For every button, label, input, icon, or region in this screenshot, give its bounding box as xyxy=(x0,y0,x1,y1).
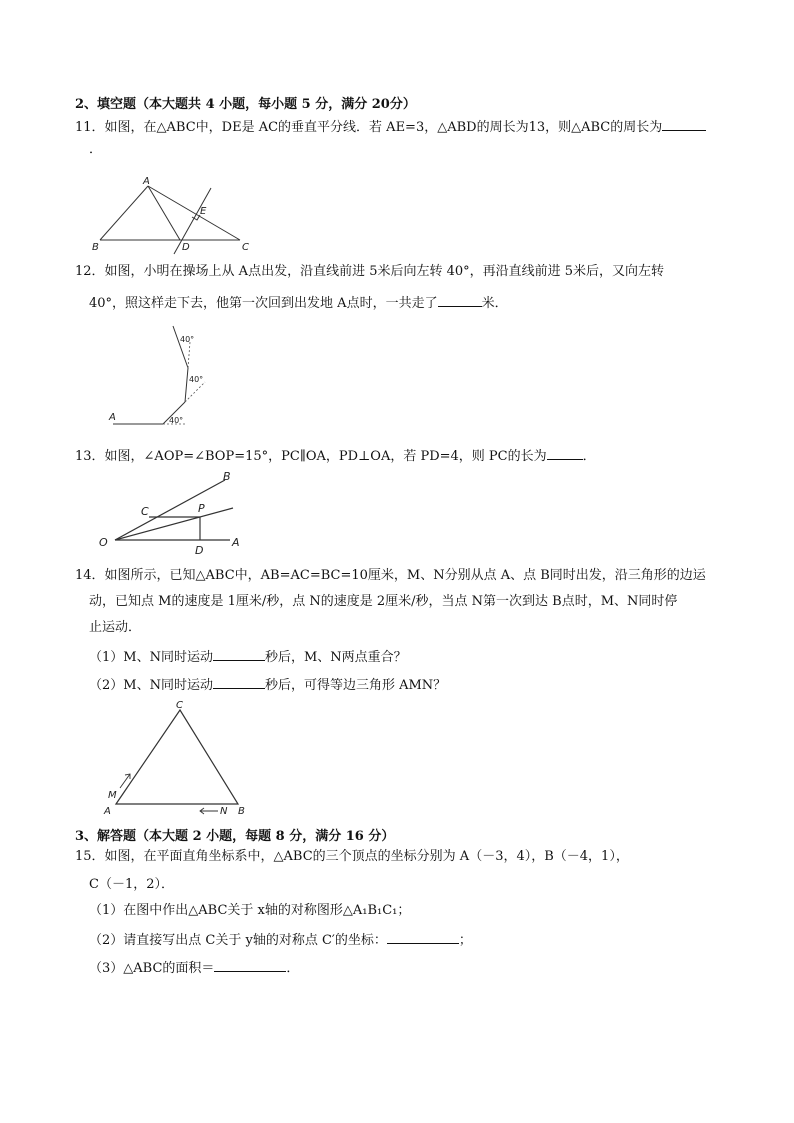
q14-sub2-text: （2）M、N同时运动 xyxy=(89,678,213,693)
q14-sub2-end: 秒后，可得等边三角形 AMN？ xyxy=(264,678,447,693)
q14-label-b: B xyxy=(238,806,245,817)
q14-sub1-text: （1）M、N同时运动 xyxy=(89,650,213,665)
q11-label-c: C xyxy=(242,242,249,253)
q11-figure xyxy=(88,174,268,256)
q11-label-e: E xyxy=(200,206,207,217)
q15-sub3-blank[interactable] xyxy=(214,957,286,972)
q14-figure xyxy=(100,700,260,822)
q12-angle-label-1: 40° xyxy=(169,416,184,425)
q12-seg-3 xyxy=(185,368,188,402)
q14-label-a: A xyxy=(104,806,111,817)
section3-heading: 3、解答题（本大题 2 小题，每题 8 分，满分 16 分） xyxy=(75,829,395,844)
q13-label-b: B xyxy=(223,470,231,483)
q13-label-d: D xyxy=(195,544,204,557)
q14-label-m: M xyxy=(108,790,117,801)
q12-line2-end: 米． xyxy=(481,296,508,311)
q11-seg-ad xyxy=(148,186,180,240)
q14-line3: 止运动． xyxy=(89,620,142,635)
q14-line1: 14．如图所示，已知△ABC中，AB=AC=BC=10厘米，M、N分别从点 A、点 B同时出发，沿三角形的边运 xyxy=(75,568,706,583)
q12-angle-label-3: 40° xyxy=(180,335,195,344)
q14-label-n: N xyxy=(220,806,228,817)
q13-answer-blank[interactable] xyxy=(547,445,583,460)
q15-line1: 15．如图，在平面直角坐标系中，△ABC的三个顶点的坐标分别为 A（－3，4），B（－4，1）， xyxy=(75,849,629,864)
q13-label-a: A xyxy=(232,536,240,549)
q15-sub1: （1）在图中作出△ABC关于 x轴的对称图形△A₁B₁C₁； xyxy=(89,903,411,918)
q11-label-a: A xyxy=(143,176,150,187)
q15-sub2-end: ； xyxy=(458,933,472,948)
q12-ext-2 xyxy=(185,382,205,402)
q12-line2-text: 40°，照这样走下去，他第一次回到出发地 A点时，一共走了 xyxy=(89,296,438,311)
q13-label-o: O xyxy=(99,536,108,549)
q14-sub2-blank[interactable] xyxy=(213,674,265,689)
q14-triangle-abc xyxy=(116,710,238,804)
q13-ray-op xyxy=(115,508,233,540)
q14-sub1-blank[interactable] xyxy=(213,646,265,661)
q13-line1: 13．如图，∠AOP=∠BOP=15°，PC∥OA，PD⊥OA，若 PD=4，则 PC的长为 xyxy=(75,449,547,464)
q13-ray-ob xyxy=(115,480,225,540)
q14-sub2 xyxy=(89,674,446,695)
q11-line1: 11．如图，在△ABC中，DE是 AC的垂直平分线．若 AE=3，△ABD的周长为13，则△ABC的周长为 xyxy=(75,120,663,135)
q12-line2 xyxy=(89,292,508,313)
q13-label-p: P xyxy=(198,502,205,515)
q13-text xyxy=(75,445,596,466)
q12-line1: 12．如图，小明在操场上从 A点出发，沿直线前进 5米后向左转 40°，再沿直线前进 5米后，又向左转 xyxy=(75,264,665,279)
q14-sub1 xyxy=(89,646,407,667)
q12-answer-blank[interactable] xyxy=(438,292,482,307)
q15-sub3-text: （3）△ABC的面积＝ xyxy=(89,961,215,976)
q12-seg-4 xyxy=(173,326,188,368)
q11-text xyxy=(75,116,706,137)
q14-line2: 动，已知点 M的速度是 1厘米/秒，点 N的速度是 2厘米/秒，当点 N第一次到达 B点时，M、N同时停 xyxy=(89,594,678,609)
q13-label-c: C xyxy=(141,505,149,518)
section2-heading: 2、填空题（本大题共 4 小题，每小题 5 分，满分 20分） xyxy=(75,97,416,112)
q11-perp-bisector xyxy=(174,188,211,254)
q12-figure xyxy=(105,322,215,430)
q15-sub2 xyxy=(89,929,472,950)
q15-sub2-text: （2）请直接写出点 C关于 y轴的对称点 C′的坐标： xyxy=(89,933,387,948)
q15-sub3-end: ． xyxy=(286,961,300,976)
q12-ext-3 xyxy=(188,342,190,368)
q15-sub2-blank[interactable] xyxy=(387,929,459,944)
q12-label-a: A xyxy=(109,412,116,423)
q11-label-b: B xyxy=(92,242,99,253)
q13-figure xyxy=(95,468,255,560)
q11-answer-blank[interactable] xyxy=(662,116,706,131)
q13-line1-end: ． xyxy=(582,449,596,464)
q11-line2: ． xyxy=(89,142,103,157)
q11-label-d: D xyxy=(182,242,190,253)
q14-label-c: C xyxy=(176,700,183,711)
q15-sub3 xyxy=(89,957,299,978)
q12-angle-label-2: 40° xyxy=(189,375,204,384)
q11-seg-ac xyxy=(148,186,240,240)
q15-line2: C（－1，2）． xyxy=(89,877,174,892)
q11-seg-ab xyxy=(100,186,148,240)
q14-sub1-end: 秒后，M、N两点重合？ xyxy=(264,650,407,665)
